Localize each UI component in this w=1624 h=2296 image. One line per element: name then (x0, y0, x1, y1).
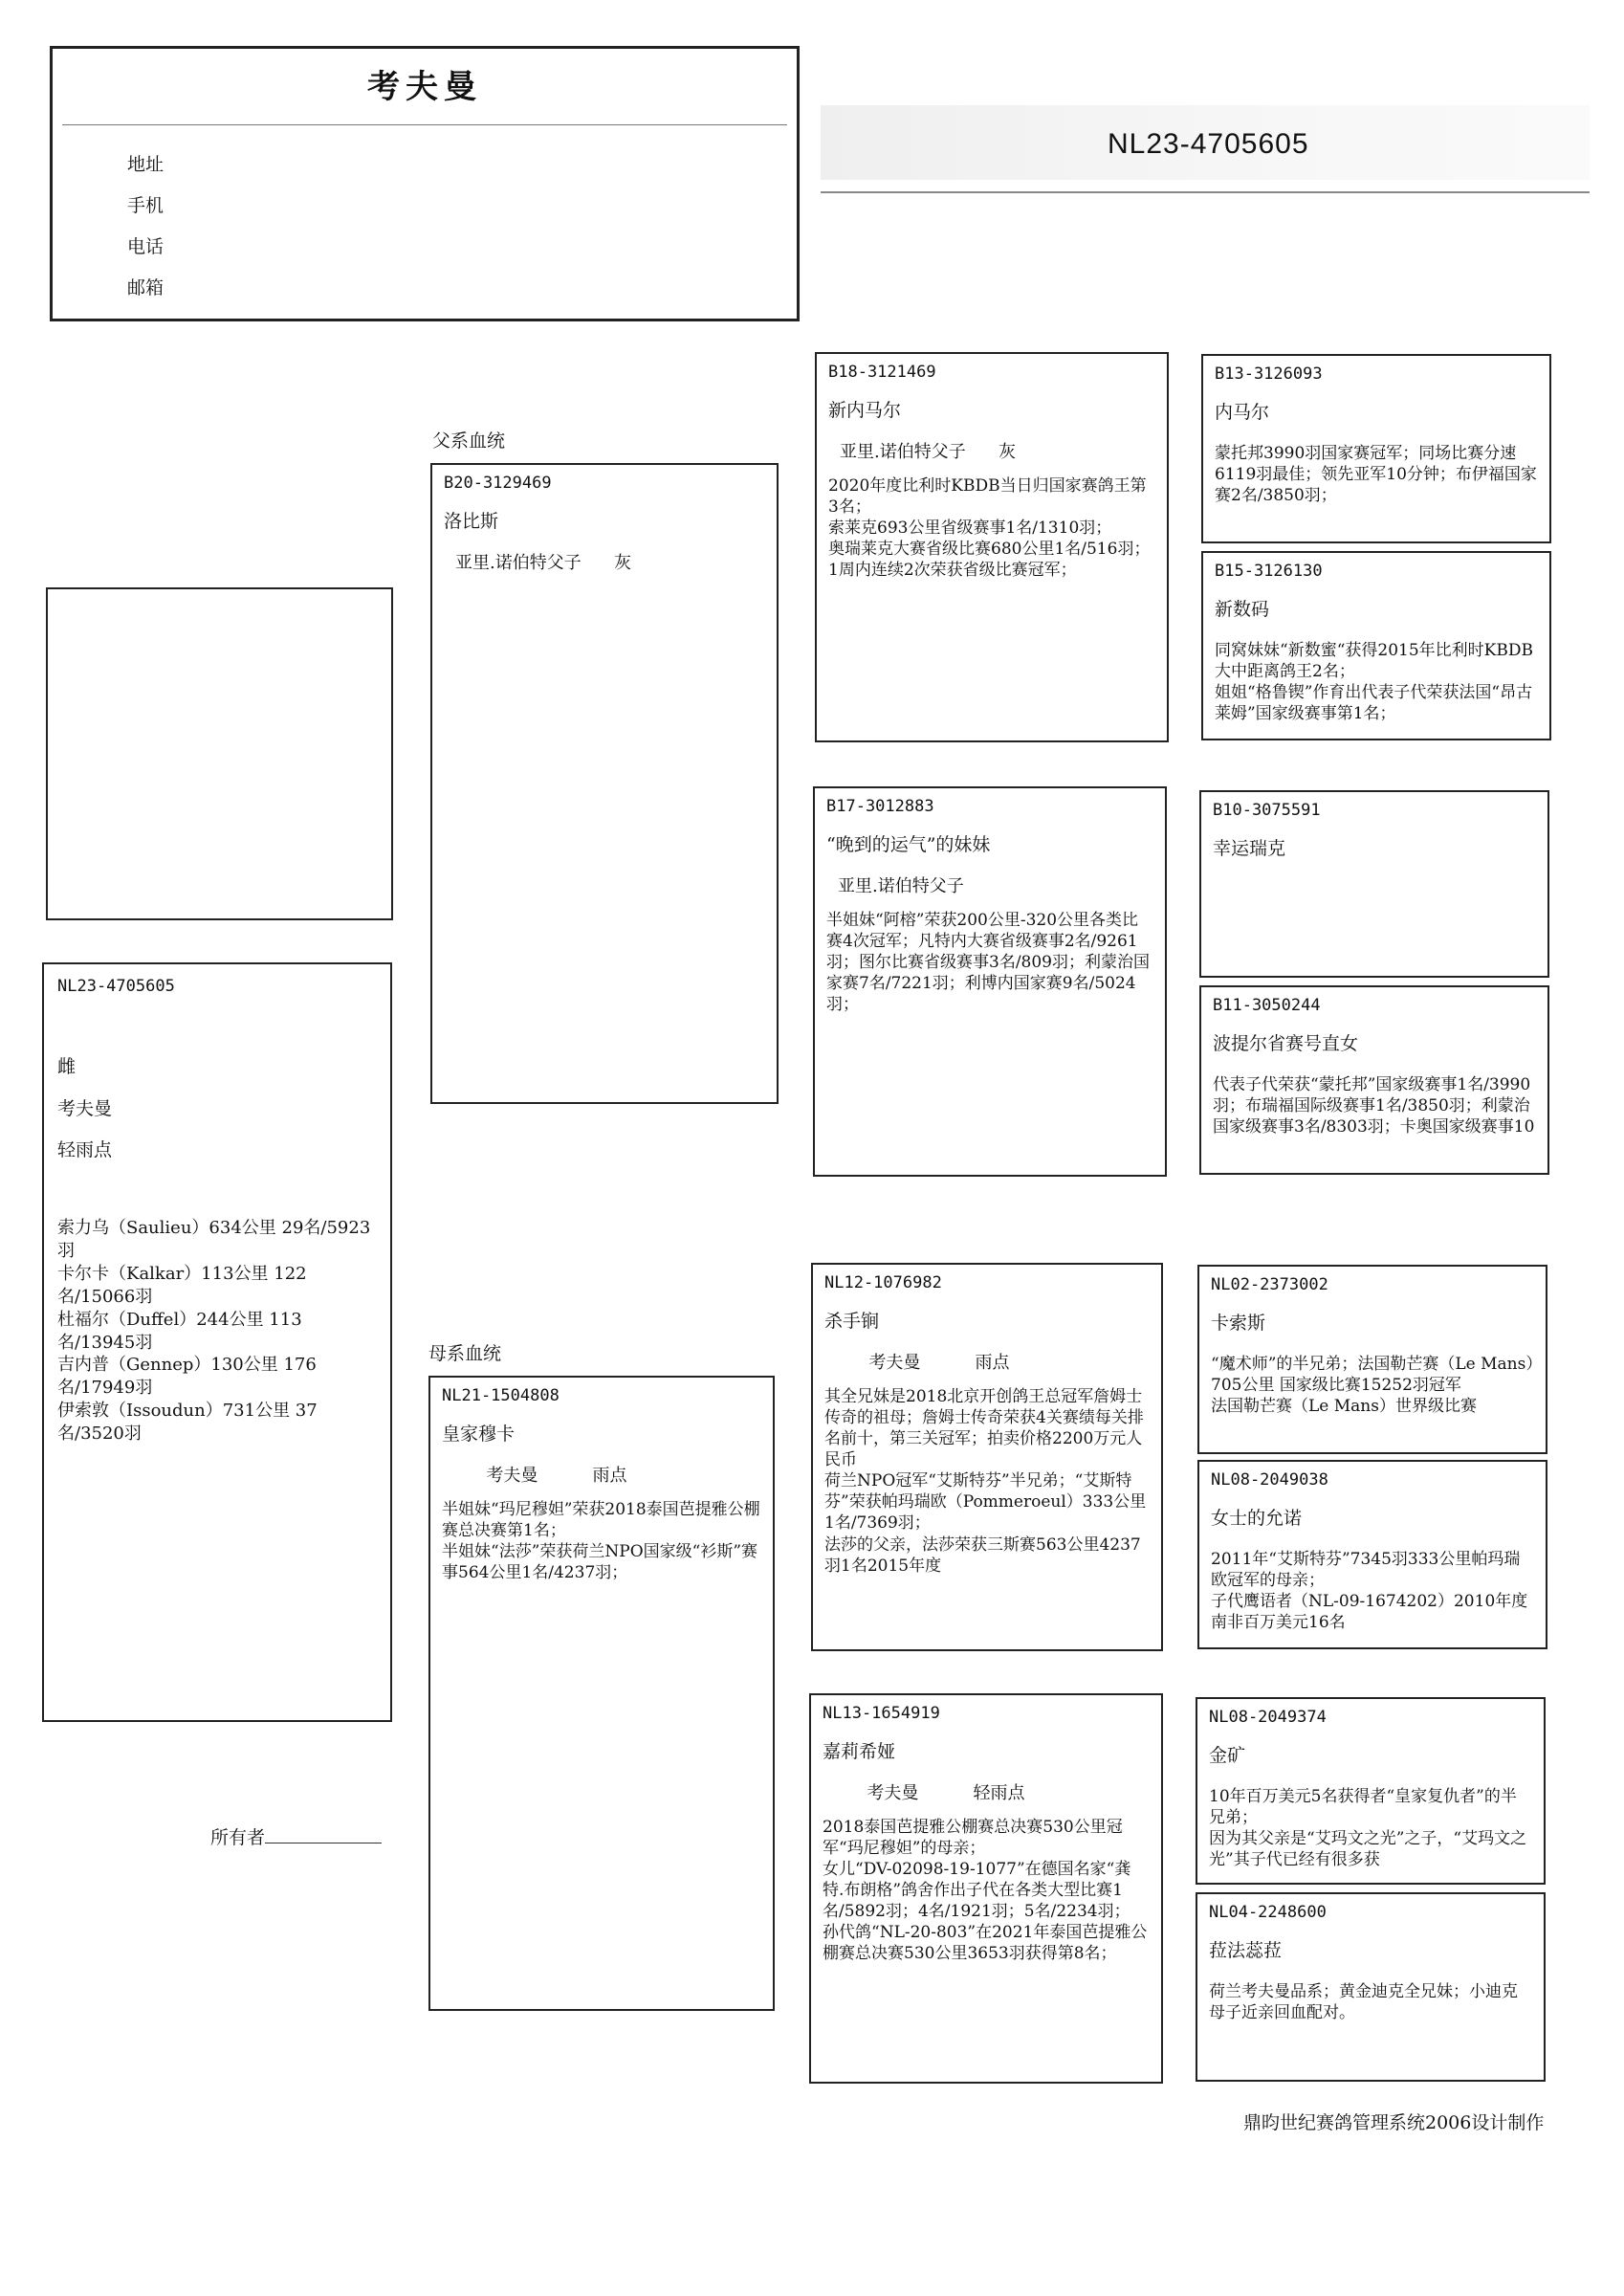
sire-name: 洛比斯 (444, 510, 499, 532)
sds-ring: B10-3075591 (1213, 801, 1321, 820)
dam-sire-notes (824, 1386, 1150, 1577)
photo-placeholder (46, 587, 393, 920)
subject-bird-card (42, 962, 392, 1722)
sire-dam-dam-card (1199, 985, 1549, 1175)
owner-label: 所有者 (210, 1827, 266, 1848)
dam-line-label: 母系血统 (428, 1343, 502, 1364)
note-line: 荷兰考夫曼品系；黄金迪克全兄妹；小迪克母子近亲回血配对。 (1209, 1981, 1518, 2022)
result-line: 伊索敦（Issoudun）731公里 37名/3520羽 (57, 1401, 318, 1445)
dam-name: 皇家穆卡 (442, 1423, 516, 1445)
ring-banner-text: NL23-4705605 (1108, 128, 1309, 160)
ssd-notes (1215, 640, 1538, 724)
dam-sire-dam-card (1197, 1460, 1547, 1649)
email-label: 邮箱 (127, 277, 165, 298)
note-line: 代表子代荣获“蒙托邦”国家级赛事1名/3990羽；布瑞福国际级赛事1名/3850羽；利蒙治国家级赛事3名/8303羽；卡奥国家级赛事10 (1213, 1074, 1535, 1137)
banner-divider (821, 191, 1590, 193)
result-line: 卡尔卡（Kalkar）113公里 122名/15066羽 (57, 1263, 307, 1307)
note-line: 姐姐“格鲁锲”作育出代表子代荣获法国“昂古莱姆”国家级赛事第1名； (1215, 682, 1533, 723)
dam-dam-name: 嘉莉希娅 (823, 1740, 896, 1762)
address-label: 地址 (127, 154, 165, 175)
note-line: 索莱克693公里省级赛事1名/1310羽； (828, 519, 1112, 539)
dam-sire-breeder: 考夫曼 雨点 (836, 1352, 1010, 1373)
sss-notes (1215, 443, 1538, 506)
note-line: 法莎的父亲，法莎荣获三斯赛563公里4237羽1名2015年度 (824, 1534, 1141, 1576)
note-line: 奥瑞莱克大赛省级比赛680公里1名/516羽； (828, 540, 1151, 560)
dss-name: 卡索斯 (1211, 1312, 1266, 1334)
note-line: 其全兄妹是2018北京开创鸽王总冠军詹姆士传奇的祖母；詹姆士传奇荣获4关赛绩每关排名前十，第三关冠军；拍卖价格2200万元人民币 (824, 1386, 1144, 1470)
note-line: 2020年度比利时KBDB当日归国家赛鸽王第3名； (828, 475, 1147, 517)
note-line: 2018泰国芭提雅公棚赛总决赛530公里冠军“玛尼穆妲”的母亲； (823, 1817, 1123, 1858)
sire-card (430, 463, 779, 1104)
dam-dam-breeder: 考夫曼 轻雨点 (834, 1782, 1025, 1803)
sdd-ring: B11-3050244 (1213, 996, 1321, 1015)
note-line: 2011年“艾斯特芬”7345羽333公里帕玛瑞欧冠军的母亲； (1211, 1549, 1521, 1590)
mobile-label: 手机 (127, 195, 165, 216)
owner-header-box (50, 46, 800, 321)
sdd-notes (1213, 1074, 1536, 1137)
subject-strain: 考夫曼 (57, 1097, 113, 1119)
sire-dam-ring: B17-3012883 (826, 797, 934, 816)
dds-notes (1209, 1786, 1532, 1870)
sire-dam-card (813, 786, 1167, 1177)
note-line: 10年百万美元5名获得者“皇家复仇者”的半兄弟； (1209, 1786, 1517, 1827)
result-line: 索力乌（Saulieu）634公里 29名/5923羽 (57, 1217, 371, 1261)
sdd-name: 波提尔省赛号直女 (1213, 1032, 1359, 1054)
subject-color: 轻雨点 (57, 1139, 113, 1161)
note-line: 子代鹰语者（NL-09-1674202）2010年度南非百万美元16名 (1211, 1591, 1528, 1632)
dss-notes (1211, 1354, 1534, 1417)
dsd-ring: NL08-2049038 (1211, 1470, 1328, 1490)
sire-ring: B20-3129469 (444, 474, 552, 493)
sire-dam-breeder: 亚里.诺伯特父子 (838, 875, 964, 896)
sire-dam-notes (826, 910, 1153, 1015)
dam-sire-name: 杀手锏 (824, 1310, 880, 1332)
sire-sire-sire-card (1201, 354, 1551, 543)
dam-dam-dam-card (1196, 1892, 1546, 2082)
footer-credit: 鼎昀世纪赛鸽管理系统2006设计制作 (1243, 2112, 1545, 2133)
subject-results (57, 1217, 377, 1446)
sire-sire-notes (828, 475, 1155, 581)
note-line: 法国勒芒赛（Le Mans）世界级比赛 (1211, 1396, 1477, 1416)
sire-sire-card (815, 352, 1169, 742)
dam-breeder: 考夫曼 雨点 (453, 1465, 627, 1486)
ddd-name: 菈法蕊菈 (1209, 1939, 1283, 1961)
dam-dam-card (809, 1693, 1163, 2084)
dam-notes (442, 1499, 761, 1583)
dam-ring: NL21-1504808 (442, 1386, 560, 1405)
note-line: 1周内连续2次荣获省级比赛冠军； (828, 561, 1077, 581)
dam-sire-card (811, 1263, 1163, 1651)
note-line: “魔术师”的半兄弟；法国勒芒赛（Le Mans）705公里 国家级比赛15252羽冠军 (1211, 1354, 1534, 1395)
sire-breeder: 亚里.诺伯特父子 灰 (455, 552, 632, 573)
sds-name: 幸运瑞克 (1213, 837, 1286, 859)
sire-dam-sire-card (1199, 790, 1549, 978)
note-line: 半姐妹“法莎”荣获荷兰NPO国家级“衫斯”赛事564公里1名/4237羽； (442, 1542, 758, 1583)
note-line: 孙代鸽“NL-20-803”在2021年泰国芭提雅公棚赛总决赛530公里3653羽获得第8名； (823, 1923, 1148, 1964)
dam-card (428, 1376, 775, 2011)
ring-banner (821, 105, 1590, 180)
ddd-ring: NL04-2248600 (1209, 1903, 1327, 1922)
phone-label: 电话 (127, 236, 165, 257)
result-line: 杜福尔（Duffel）244公里 113名/13945羽 (57, 1309, 302, 1353)
ddd-notes (1209, 1981, 1532, 2023)
note-line: 半姐妹“阿榕”荣获200公里-320公里各类比赛4次冠军；凡特内大赛省级赛事2名/9261羽；图尔比赛省级赛事3名/809羽；利蒙治国家赛7名/7221羽；利博内国家赛9名/5024羽； (826, 910, 1150, 1015)
header-divider (62, 124, 787, 125)
sire-sire-name: 新内马尔 (828, 399, 902, 421)
dsd-notes (1211, 1549, 1534, 1633)
result-line: 吉内普（Gennep）130公里 176名/17949羽 (57, 1355, 317, 1399)
note-line: 因为其父亲是“艾玛文之光”之子，“艾玛文之光”其子代已经有很多获 (1209, 1828, 1527, 1869)
ssd-ring: B15-3126130 (1215, 562, 1323, 581)
subject-sex: 雌 (57, 1055, 77, 1077)
dss-ring: NL02-2373002 (1211, 1275, 1328, 1294)
subject-ring: NL23-4705605 (57, 977, 175, 996)
sss-ring: B13-3126093 (1215, 364, 1323, 384)
note-line: 同窝妹妹“新数蜜“获得2015年比利时KBDB大中距离鸽王2名； (1215, 640, 1533, 681)
note-line: 半姐妹“玛尼穆妲”荣获2018泰国芭提雅公棚赛总决赛第1名； (442, 1499, 760, 1540)
dam-sire-sire-card (1197, 1265, 1547, 1454)
dam-dam-ring: NL13-1654919 (823, 1704, 940, 1723)
note-line: 荷兰NPO冠军“艾斯特芬”半兄弟；“艾斯特芬”荣获帕玛瑞欧（Pommeroeul）333公里 1名/7369羽； (824, 1471, 1147, 1534)
sire-sire-breeder: 亚里.诺伯特父子 灰 (840, 441, 1017, 462)
note-line: 蒙托邦3990羽国家赛冠军；同场比赛分速6119羽最佳；领先亚军10分钟；布伊福国家赛2名/3850羽； (1215, 443, 1537, 505)
contact-fields (127, 150, 797, 315)
dam-dam-sire-card (1196, 1697, 1546, 1885)
sire-dam-name: “晚到的运气”的妹妹 (826, 833, 991, 855)
dsd-name: 女士的允诺 (1211, 1507, 1303, 1529)
dds-ring: NL08-2049374 (1209, 1708, 1327, 1727)
ssd-name: 新数码 (1215, 598, 1270, 620)
sire-sire-ring: B18-3121469 (828, 363, 936, 382)
sire-line-label: 父系血统 (432, 430, 506, 452)
loft-title: 考夫曼 (367, 68, 482, 106)
note-line: 女儿“DV-02098-19-1077”在德国名家“龚特.布朗格”鸽舍作出子代在各类大型比赛1名/5892羽；4名/1921羽；5名/2234羽； (823, 1860, 1131, 1922)
dds-name: 金矿 (1209, 1744, 1246, 1766)
dam-dam-notes (823, 1817, 1150, 1965)
dam-sire-ring: NL12-1076982 (824, 1273, 942, 1292)
owner-signature (210, 1823, 382, 1849)
sss-name: 内马尔 (1215, 401, 1270, 423)
sire-sire-dam-card (1201, 551, 1551, 740)
